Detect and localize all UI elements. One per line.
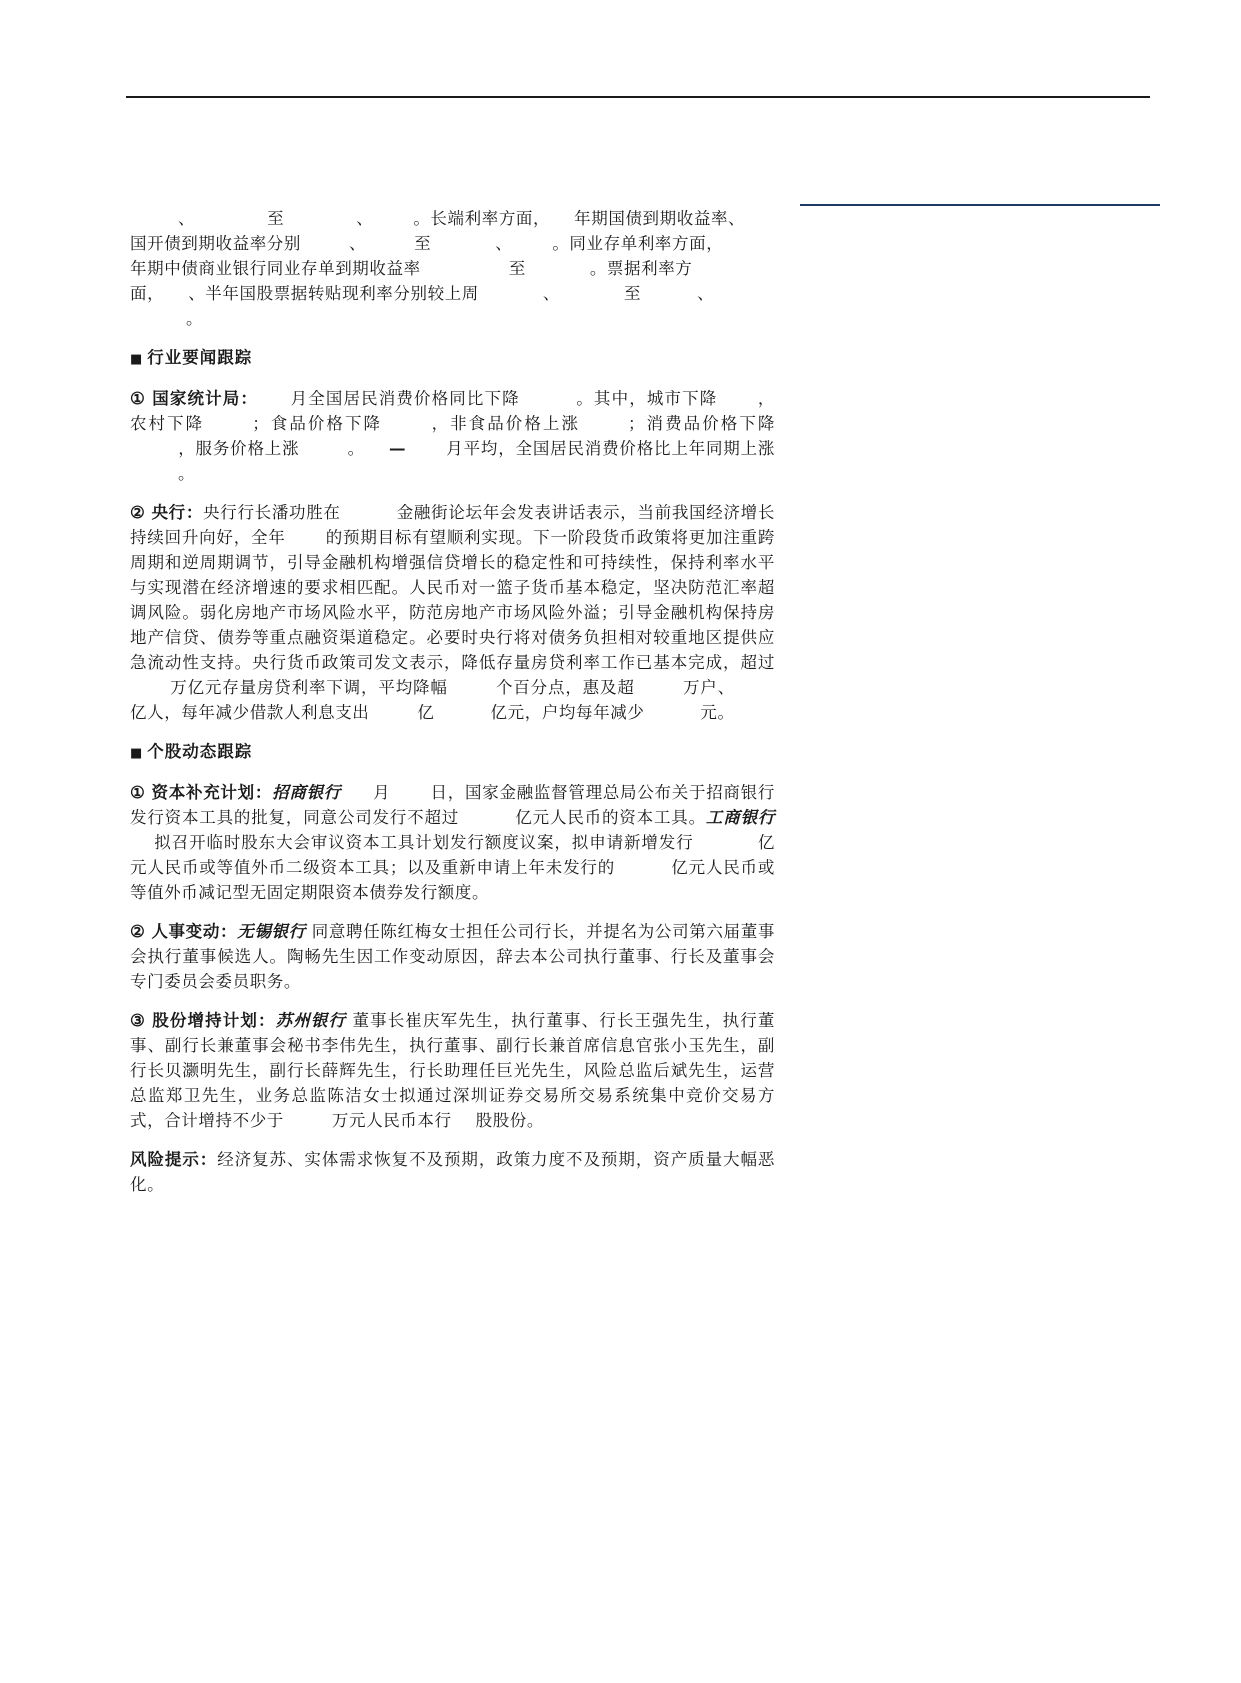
personnel-paragraph: ② 人事变动：无锡银行 同意聘任陈红梅女士担任公司行长，并提名为公司第六届董事会执行董事候选人。陶畅先生因工作变动原因，辞去本公司执行董事、行长及董事会专门委员会委员职务。 <box>130 922 775 991</box>
share-increase-paragraph: ③ 股份增持计划：苏州银行 董事长崔庆军先生，执行董事、行长王强先生，执行董事、副行长兼董事会秘书李伟先生，执行董事、副行长兼首席信息官张小玉先生，副行长贝灏明先生，副行长薛辉先生，行长助理任巨光先生，风险总监后斌先生，运营总监郑卫先生，业务总监陈洁女士拟通过深圳证券交易所交易系统集中竞价交易方式，合计增持不少于 万元人民币本行 股股份。 <box>130 1011 775 1130</box>
square-bullet-icon: ■ <box>130 352 144 367</box>
sidebar-rule <box>800 204 1160 206</box>
header-rule <box>126 96 1150 98</box>
industry-news-heading: ■ 行业要闻跟踪 <box>130 348 253 367</box>
capital-plan-paragraph: ① 资本补充计划：招商银行 月 日，国家金融监督管理总局公布关于招商银行发行资本工具的批复，同意公司发行不超过 亿元人民币的资本工具。工商银行拟召开临时股东大会审议资本工具计划发行额度议案，拟申请新增发行 亿元人民币或等值外币二级资本工具；以及重新申请上年未发行的 亿元人民币或等值外币减记型无固定期限资本债券发行额度。 <box>130 783 775 902</box>
risk-warning-paragraph: 风险提示：经济复苏、实体需求恢复不及预期，政策力度不及预期，资产质量大幅恶化。 <box>130 1150 776 1194</box>
nbs-paragraph: ① 国家统计局： 月全国居民消费价格同比下降 。其中，城市下降 ，农村下降 ；食品价格下降 ，非食品价格上涨 ；消费品价格下降，服务价格上涨 。 — 月平均，全国居民消费价格比上年同期上涨。 <box>130 389 775 483</box>
interest-rate-paragraph: 、 至 、 。长端利率方面， 年期国债到期收益率、 国开债到期收益率分别 、 至 、 。同业存单利率方面， 年期中债商业银行同业存单到期收益率 至 。票据利率方 面， 、半年国股票据转贴现利率分别较上周 、 至 、 。 <box>130 209 746 328</box>
square-bullet-icon: ■ <box>130 746 144 761</box>
main-content <box>130 206 775 1211</box>
stock-news-heading: ■ 个股动态跟踪 <box>130 742 253 761</box>
pboc-paragraph: ② 央行：央行行长潘功胜在 金融街论坛年会发表讲话表示，当前我国经济增长持续回升向好，全年 的预期目标有望顺利实现。下一阶段货币政策将更加注重跨周期和逆周期调节，引导金融机构增强信贷增长的稳定性和可持续性，保持利率水平与实现潜在经济增速的要求相匹配。人民币对一篮子货币基本稳定，坚决防范汇率超调风险。弱化房地产市场风险水平，防范房地产市场风险外溢；引导金融机构保持房地产信贷、债券等重点融资渠道稳定。必要时央行将对债务负担相对较重地区提供应急流动性支持。央行货币政策司发文表示，降低存量房贷利率工作已基本完成，超过万亿元存量房贷利率下调，平均降幅 个百分点，惠及超 万户、亿人，每年减少借款人利息支出 亿 亿元，户均每年减少 元。 <box>130 503 775 722</box>
